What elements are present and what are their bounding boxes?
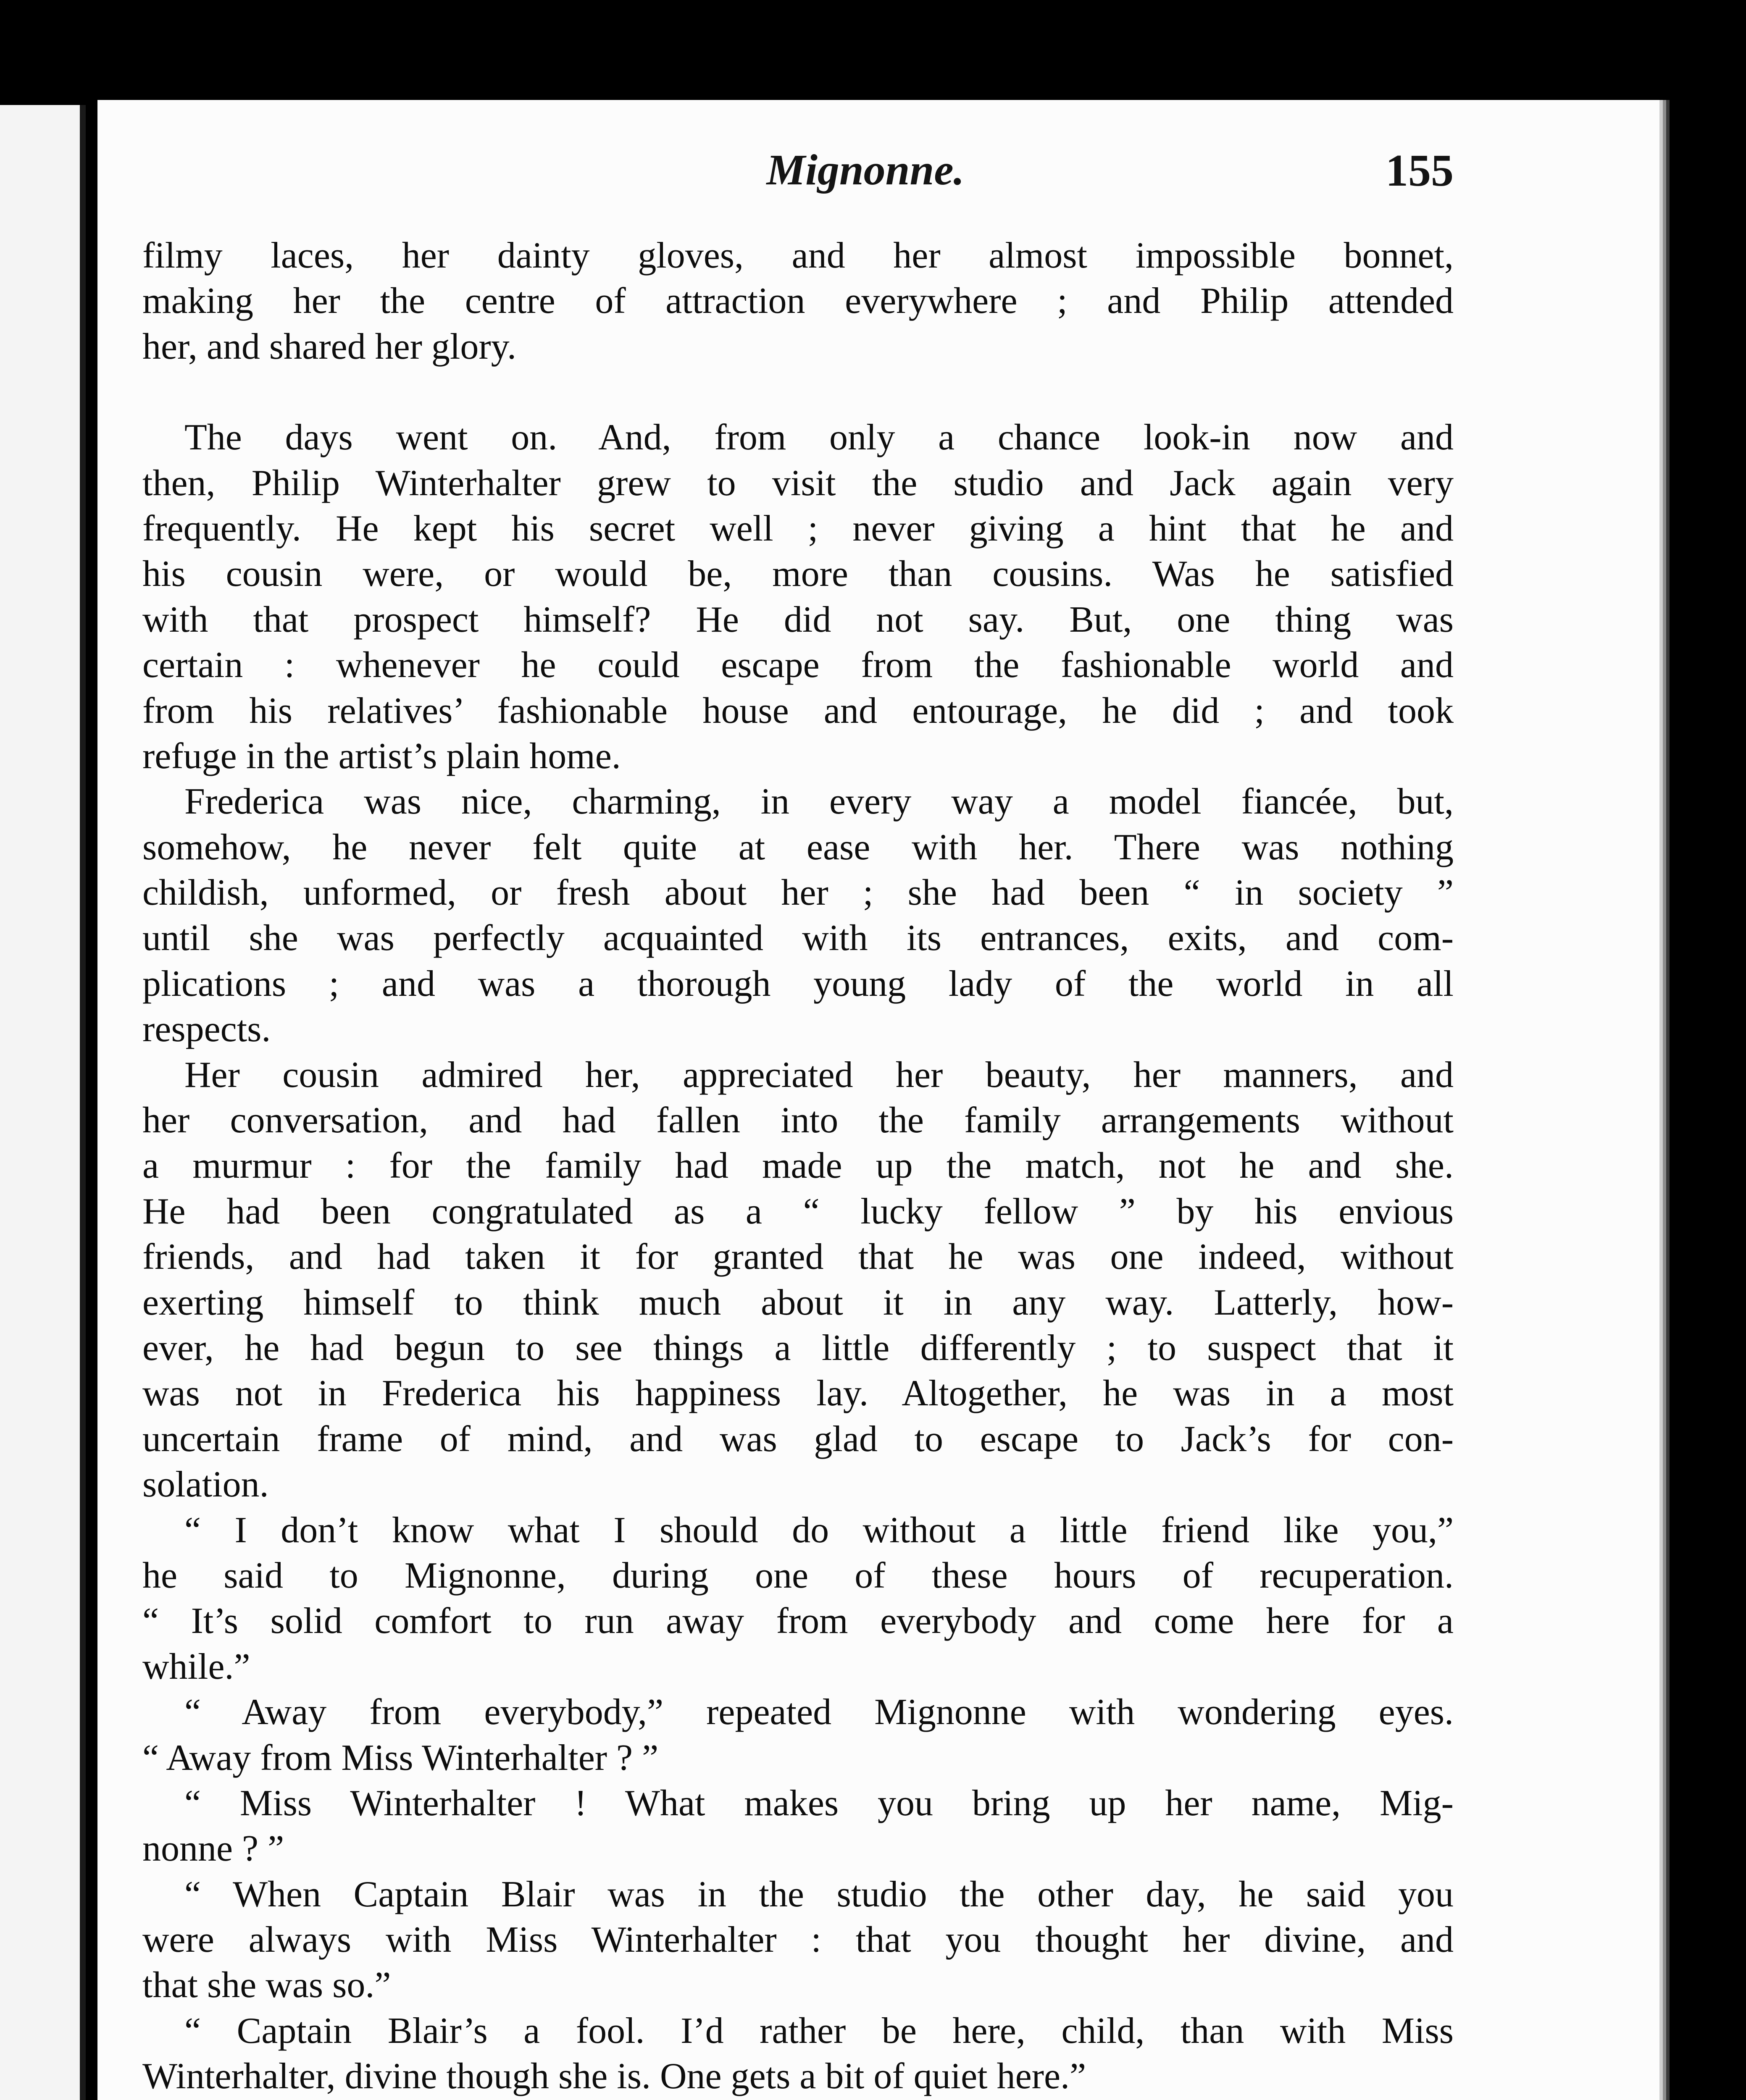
text-line: frequently. He kept his secret well ; never giving a hint that he and	[142, 508, 1454, 549]
text-line: a murmur : for the family had made up the match, not he and she.	[142, 1145, 1454, 1186]
body-text	[142, 233, 1454, 2100]
text-line: his cousin were, or would be, more than cousins. Was he satisfied	[142, 554, 1454, 595]
text-line: nonne ? ”	[142, 1828, 284, 1869]
text-line: was not in Frederica his happiness lay. Altogether, he was in a most	[142, 1373, 1454, 1414]
text-line: ever, he had begun to see things a little differently ; to suspect that it	[142, 1327, 1454, 1368]
text-line: solation.	[142, 1464, 269, 1505]
text-line: exerting himself to think much about it in any way. Latterly, how-	[142, 1282, 1454, 1323]
text-line: Winterhalter, divine though she is. One gets a bit of quiet here.”	[142, 2056, 1086, 2097]
text-line: with that prospect himself? He did not say. But, one thing was	[142, 599, 1454, 640]
text-line: “ It’s solid comfort to run away from everybody and come here for a	[142, 1601, 1454, 1642]
text-line: that she was so.”	[142, 1965, 391, 2006]
text-line: “ Away from everybody,” repeated Mignonne with wondering eyes.	[184, 1692, 1454, 1733]
text-line: “ Away from Miss Winterhalter ? ”	[142, 1737, 659, 1778]
text-line: refuge in the artist’s plain home.	[142, 735, 621, 777]
text-line: until she was perfectly acquainted with its entrances, exits, and com-	[142, 918, 1454, 959]
text-line: Her cousin admired her, appreciated her beauty, her manners, and	[184, 1054, 1454, 1095]
text-line: childish, unformed, or fresh about her ; she had been “ in society ”	[142, 872, 1454, 914]
running-title: Mignonne.	[766, 146, 965, 194]
text-line: plications ; and was a thorough young lady of the world in all	[142, 963, 1454, 1004]
text-line: while.”	[142, 1646, 250, 1687]
text-line: were always with Miss Winterhalter : that you thought her divine, and	[142, 1919, 1454, 1961]
text-line: certain : whenever he could escape from the fashionable world and	[142, 645, 1454, 686]
text-line: uncertain frame of mind, and was glad to escape to Jack’s for con-	[142, 1418, 1454, 1460]
text-line: Frederica was nice, charming, in every way a model fiancée, but,	[184, 781, 1454, 822]
text-line: The days went on. And, from only a chance look-in now and	[184, 417, 1454, 458]
text-line: friends, and had taken it for granted that he was one indeed, without	[142, 1236, 1454, 1278]
text-line: he said to Mignonne, during one of these hours of recuperation.	[142, 1555, 1454, 1596]
page-number: 155	[1386, 146, 1454, 196]
text-line: filmy laces, her dainty gloves, and her almost impossible bonnet,	[142, 235, 1454, 276]
text-line: respects.	[142, 1009, 271, 1050]
text-line: from his relatives’ fashionable house and entourage, he did ; and took	[142, 690, 1454, 731]
facing-page-edge	[0, 105, 86, 2100]
text-line: He had been congratulated as a “ lucky fellow ” by his envious	[142, 1191, 1454, 1232]
text-line: making her the centre of attraction everywhere ; and Philip attended	[142, 281, 1454, 322]
text-line: “ When Captain Blair was in the studio the other day, he said you	[184, 1874, 1454, 1915]
text-line: her conversation, and had fallen into the family arrangements without	[142, 1100, 1454, 1141]
text-line: then, Philip Winterhalter grew to visit the studio and Jack again very	[142, 462, 1454, 504]
text-line: “ I don’t know what I should do without a little friend like you,”	[184, 1509, 1454, 1551]
text-line: “ Captain Blair’s a fool. I’d rather be here, child, than with Miss	[184, 2010, 1454, 2051]
text-line: somehow, he never felt quite at ease with her. There was nothing	[142, 827, 1454, 868]
text-line: “ Miss Winterhalter ! What makes you bring up her name, Mig-	[184, 1782, 1454, 1824]
text-line: her, and shared her glory.	[142, 326, 516, 367]
